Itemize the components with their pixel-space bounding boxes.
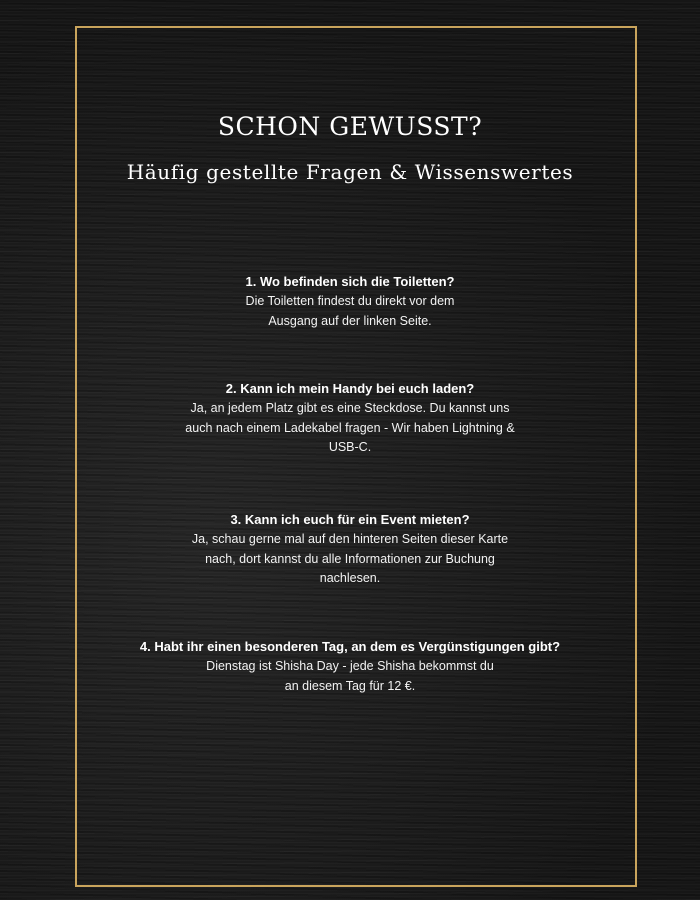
faq-question: 3. Kann ich euch für ein Event mieten? bbox=[230, 512, 470, 527]
faq-item-event-rental bbox=[100, 510, 600, 589]
page-title: SCHON GEWUSST? bbox=[217, 112, 483, 141]
faq-answer: Die Toiletten findest du direkt vor dem Ausgang auf der linken Seite. bbox=[245, 294, 455, 328]
faq-item-phone-charging bbox=[100, 379, 600, 458]
faq-question: 4. Habt ihr einen besonderen Tag, an dem es Vergünstigungen gibt? bbox=[139, 639, 561, 654]
faq-item-toilets bbox=[100, 272, 600, 331]
page-subtitle: Häufig gestellte Fragen & Wissenswertes bbox=[126, 160, 574, 184]
faq-question: 1. Wo befinden sich die Toiletten? bbox=[245, 274, 455, 289]
faq-answer: Ja, an jedem Platz gibt es eine Steckdose. Du kannst uns auch nach einem Ladekabel fragen - Wir haben Lightning & USB-C. bbox=[185, 401, 515, 454]
faq-answer: Dienstag ist Shisha Day - jede Shisha bekommst du an diesem Tag für 12 €. bbox=[206, 659, 494, 693]
faq-question: 2. Kann ich mein Handy bei euch laden? bbox=[225, 381, 475, 396]
faq-item-discount-day bbox=[60, 637, 640, 696]
faq-answer: Ja, schau gerne mal auf den hinteren Seiten dieser Karte nach, dort kannst du alle Informationen zur Buchung nachlesen. bbox=[191, 532, 509, 585]
